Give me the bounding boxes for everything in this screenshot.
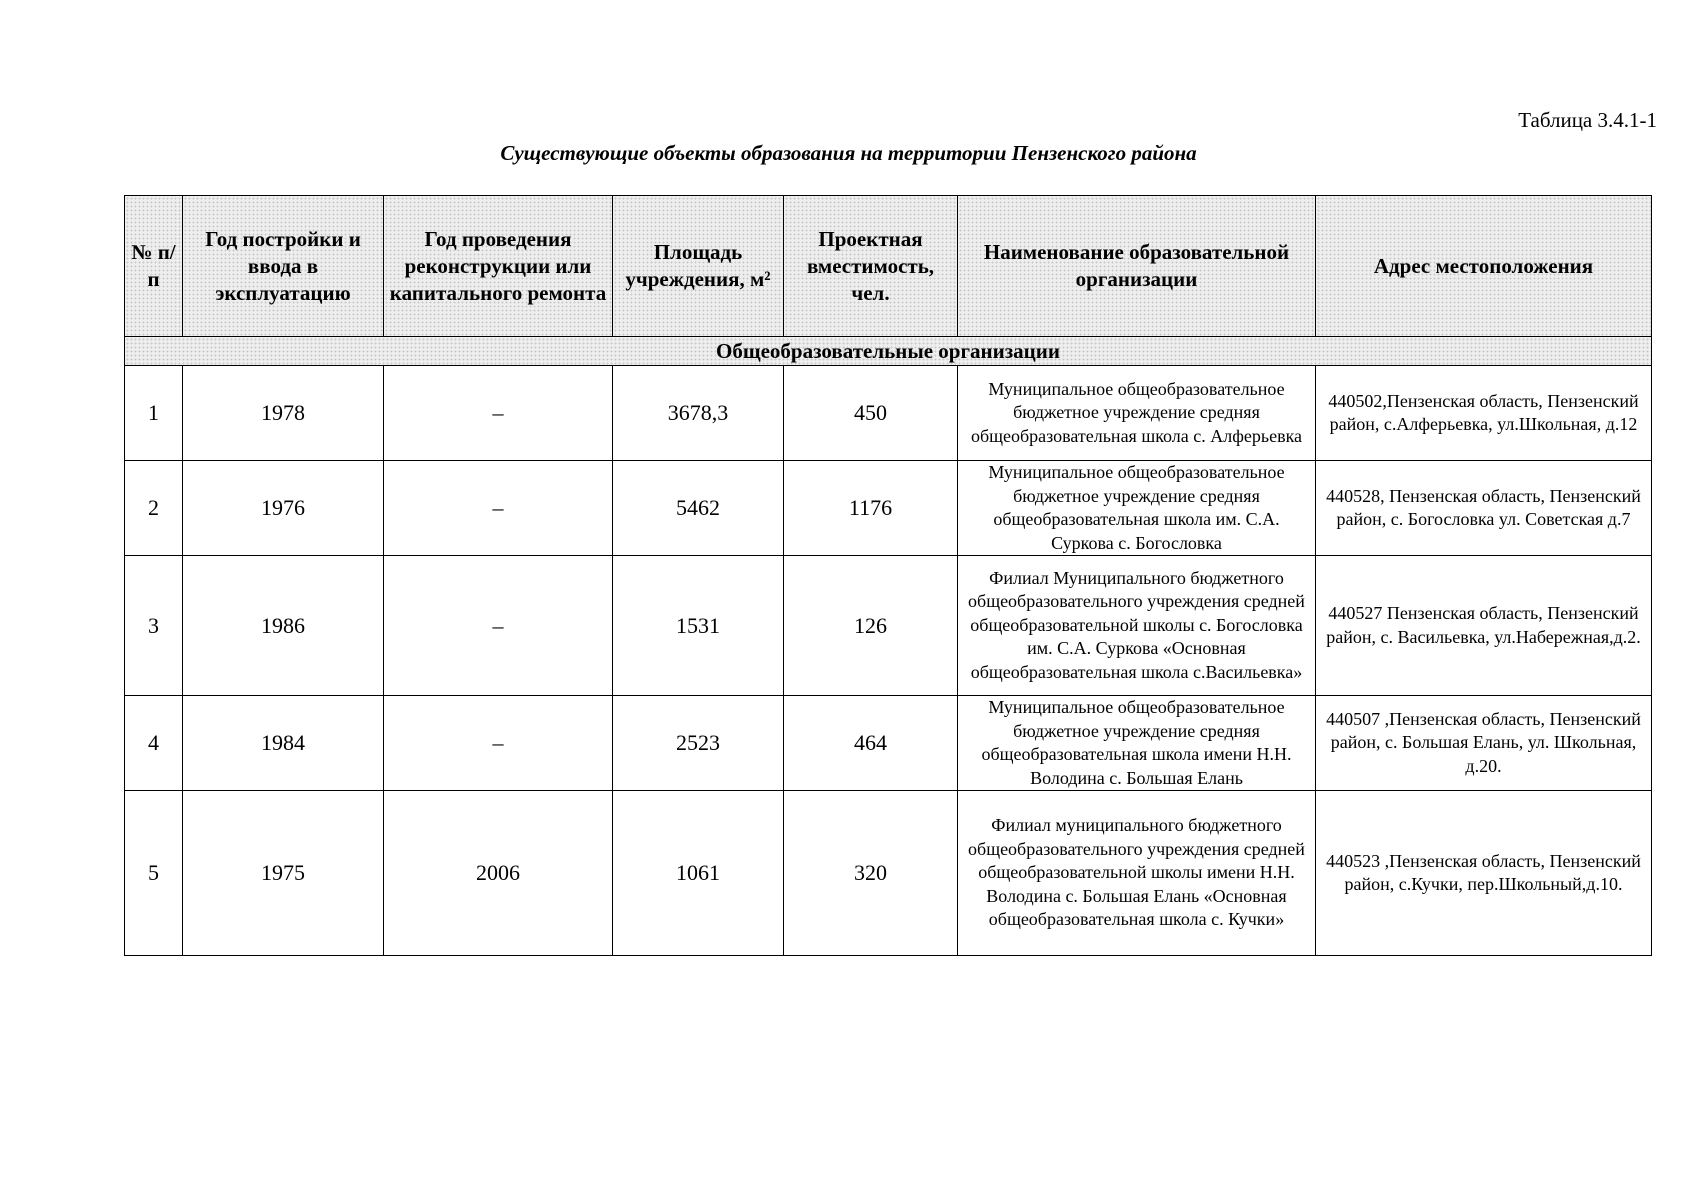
cell-area: 1531 — [613, 556, 784, 696]
cell-address: 440523 ,Пензенская область, Пензенский район, с.Кучки, пер.Школьный,д.10. — [1316, 791, 1652, 956]
cell-year-built: 1978 — [183, 366, 384, 461]
cell-year-built: 1976 — [183, 461, 384, 556]
cell-year-reconstruction: – — [384, 461, 613, 556]
cell-year-built: 1986 — [183, 556, 384, 696]
table-row — [125, 556, 1652, 696]
cell-number: 5 — [125, 791, 183, 956]
cell-capacity: 464 — [784, 696, 958, 791]
cell-organization-name: Филиал Муниципального бюджетного общеобразовательного учреждения средней общеобразовательной школы с. Богословка им. С.А. Суркова «Основная общеобразовательная школа с.Васильевка» — [958, 556, 1316, 696]
cell-year-reconstruction: – — [384, 696, 613, 791]
education-objects-table — [124, 195, 1652, 956]
cell-area: 5462 — [613, 461, 784, 556]
cell-number: 4 — [125, 696, 183, 791]
table-title: Существующие объекты образования на территории Пензенского района — [500, 141, 1197, 165]
table-row — [125, 461, 1652, 556]
column-header-year-built: Год постройки и ввода в эксплуатацию — [183, 196, 384, 337]
cell-number: 2 — [125, 461, 183, 556]
table-row — [125, 366, 1652, 461]
cell-number: 3 — [125, 556, 183, 696]
cell-capacity: 126 — [784, 556, 958, 696]
cell-area: 3678,3 — [613, 366, 784, 461]
column-header-area: Площадь учреждения, м² — [613, 196, 784, 337]
column-header-organization-name: Наименование образовательной организации — [958, 196, 1316, 337]
cell-address: 440527 Пензенская область, Пензенский район, с. Васильевка, ул.Набережная,д.2. — [1316, 556, 1652, 696]
table-row — [125, 696, 1652, 791]
cell-year-built: 1984 — [183, 696, 384, 791]
cell-capacity: 320 — [784, 791, 958, 956]
cell-capacity: 450 — [784, 366, 958, 461]
cell-number: 1 — [125, 366, 183, 461]
cell-year-reconstruction: – — [384, 366, 613, 461]
column-header-address: Адрес местоположения — [1316, 196, 1652, 337]
cell-organization-name: Муниципальное общеобразовательное бюджетное учреждение средняя общеобразовательная школа им. С.А. Суркова с. Богословка — [958, 461, 1316, 556]
cell-address: 440507 ,Пензенская область, Пензенский район, с. Большая Елань, ул. Школьная, д.20. — [1316, 696, 1652, 791]
cell-year-reconstruction: 2006 — [384, 791, 613, 956]
cell-area: 1061 — [613, 791, 784, 956]
cell-organization-name: Филиал муниципального бюджетного общеобразовательного учреждения средней общеобразовательной школы имени Н.Н. Володина с. Большая Елань «Основная общеобразовательная школа с. Кучки» — [958, 791, 1316, 956]
cell-organization-name: Муниципальное общеобразовательное бюджетное учреждение средняя общеобразовательная школа с. Алферьевка — [958, 366, 1316, 461]
column-header-year-reconstruction: Год проведения реконструкции или капитального ремонта — [384, 196, 613, 337]
section-row — [125, 337, 1652, 366]
table-row — [125, 791, 1652, 956]
cell-capacity: 1176 — [784, 461, 958, 556]
table-number: Таблица 3.4.1-1 — [1518, 108, 1657, 132]
section-title: Общеобразовательные организации — [125, 337, 1652, 366]
column-header-number: № п/п — [125, 196, 183, 337]
column-header-capacity: Проектная вместимость, чел. — [784, 196, 958, 337]
cell-year-built: 1975 — [183, 791, 384, 956]
cell-address: 440502,Пензенская область, Пензенский район, с.Алферьевка, ул.Школьная, д.12 — [1316, 366, 1652, 461]
cell-year-reconstruction: – — [384, 556, 613, 696]
table-header-row — [125, 196, 1652, 337]
cell-address: 440528, Пензенская область, Пензенский район, с. Богословка ул. Советская д.7 — [1316, 461, 1652, 556]
cell-area: 2523 — [613, 696, 784, 791]
cell-organization-name: Муниципальное общеобразовательное бюджетное учреждение средняя общеобразовательная школа имени Н.Н. Володина с. Большая Елань — [958, 696, 1316, 791]
